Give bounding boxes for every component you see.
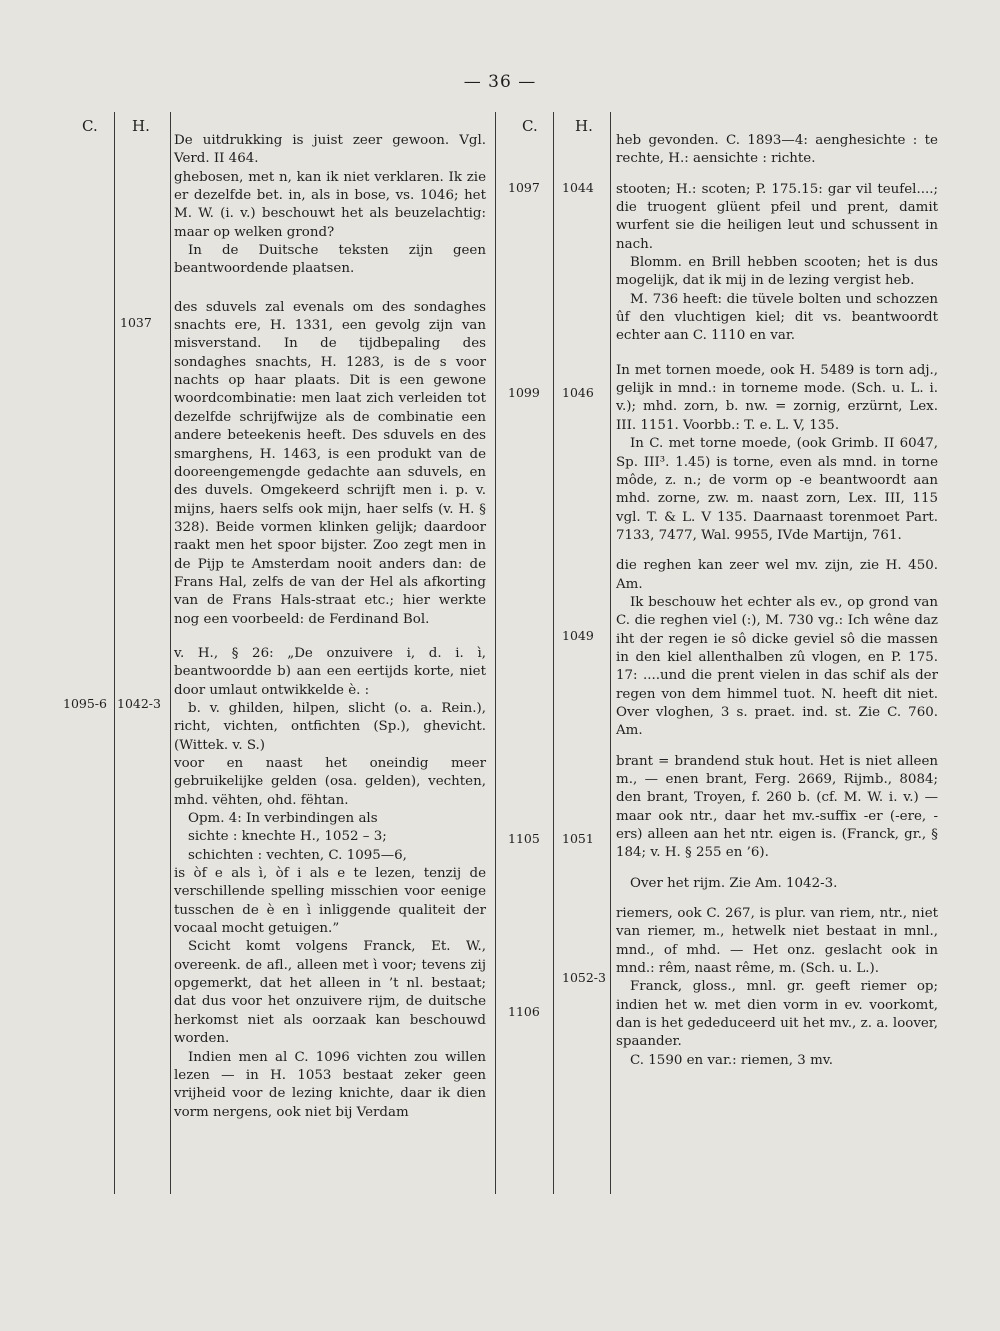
right-verse-h-1049: 1049	[562, 628, 594, 643]
right-c-rule	[553, 112, 554, 1194]
right-verse-c-1099: 1099	[508, 385, 540, 400]
right-para-1: heb gevonden. C. 1893—4: aenghesichte : te rechte, H.: aensichte : richte.	[616, 133, 938, 167]
right-h-rule	[610, 112, 611, 1194]
left-para-7: voor en naast het oneindig meer gebruikelijke gelden (osa. gelden), vechten, mhd. vëhten, ohd. fëhtan.	[174, 756, 486, 808]
left-para-9: sichte : knechte H., 1052 – 3;	[188, 829, 387, 845]
right-header-h: H.	[575, 117, 593, 135]
column-divider-rule	[495, 112, 496, 1194]
right-header-c: C.	[522, 117, 538, 135]
right-verse-h-1046: 1046	[562, 385, 594, 400]
right-para-11: riemers, ook C. 267, is plur. van riem, ntr., niet van riemer, m., hetwelk niet bestaat in mnl., mnd., of mhd. — Het onz. geslacht ook in mnd.: rêm, naast rême, m. (Sch. u. L.).	[616, 906, 938, 977]
right-para-13: C. 1590 en var.: riemen, 3 mv.	[630, 1052, 833, 1068]
left-para-8: Opm. 4: In verbindingen als	[188, 811, 378, 827]
right-commentary-column	[616, 132, 938, 1070]
right-verse-h-1052: 1052-3	[562, 970, 606, 985]
right-para-5: In met tornen moede, ook H. 5489 is torn adj., gelijk in mnd.: in torneme mode. (Sch. u. L. i. v.); mhd. zorn, b. nw. = zornig, erzürnt, Lex. III. 1151. Voorbb.: T. e. L. V, 135.	[616, 362, 938, 433]
left-header-c: C.	[82, 117, 98, 135]
right-para-4: M. 736 heeft: die tüvele bolten und schozzen ûf den vluchtigen kiel; dit vs. beantwoordt echter aan C. 1110 en var.	[616, 291, 938, 344]
left-para-6: b. v. ghilden, hilpen, slicht (o. a. Rein.), richt, vichten, ontfichten (Sp.), ghevicht. (Wittek. v. S.)	[174, 700, 486, 753]
left-para-10: schichten : vechten, C. 1095—6,	[188, 847, 407, 863]
left-para-3: In de Duitsche teksten zijn geen beantwoordende plaatsen.	[174, 243, 486, 277]
right-para-2: stooten; H.: scoten; P. 175.15: gar vil teufel....; die truogent glüent pfeil und prent, damit wurfent sie die heiligen leut und schussent in nach.	[616, 181, 938, 252]
page-number: — 36 —	[463, 72, 537, 92]
left-header-h: H.	[132, 117, 150, 135]
right-verse-h-1051: 1051	[562, 831, 594, 846]
left-c-rule	[114, 112, 115, 1194]
left-para-5: v. H., § 26: „De onzuivere i, d. i. ì, beantwoordde b) aan een eertijds korte, niet door umlaut ontwikkelde è. :	[174, 645, 486, 698]
right-para-7: die reghen kan zeer wel mv. zijn, zie H. 450. Am.	[616, 558, 938, 592]
left-verse-h-1037: 1037	[120, 315, 152, 330]
left-para-13: Indien men al C. 1096 vichten zou willen lezen — in H. 1053 bestaat zeker geen vrijheid voor de lezing knichte, daar ik dien vorm nergens, ook niet bij Verdam	[174, 1049, 486, 1120]
right-para-6: In C. met torne moede, (ook Grimb. II 6047, Sp. III³. 1.45) is torne, even als mnd. in torne môde, z. n.; de vorm op -e beantwoordt aan mhd. zorne, zw. m. naast zorn, Lex. III, 115 vgl. T. & L. V 135. Daarnaast torenmoet Part. 7133, 7477, Wal. 9955, IVde Martijn, 761.	[616, 436, 938, 543]
right-para-10: Over het rijm. Zie Am. 1042-3.	[630, 875, 838, 891]
left-para-4: des sduvels zal evenals om des sondaghes snachts ere, H. 1331, een gevolg zijn van misverstand. In de tijdbepaling des sondaghes snachts, H. 1283, is de s voor nachts op haar plaats. Dit is een gewone woordcombinatie: men laat zich verleiden tot dezelfde schrijfwijze als de combinatie een andere beteekenis heeft. Des sduvels en des smarghens, H. 1463, is een produkt van de dooreengemengde gedachte aan sduvels, en des duvels. Omgekeerd schrijft men i. p. v. mijns, haers selfs ook mijn, haer selfs (v. H. § 328). Beide vormen klinken gelijk; daardoor raakt men het spoor bijster. Zoo zegt men in de Pijp te Amsterdam nooit anders dan: de Frans Hal, zelfs de van der Hel als afkorting van de Frans Hals-straat etc.; hier werkte nog een voorbeeld: de Ferdinand Bol.	[174, 299, 486, 627]
left-para-2: ghebosen, met n, kan ik niet verklaren. Ik zie er dezelfde bet. in, als in bose, vs. 1046; het M. W. (i. v.) beschouwt het als beuzelachtig: maar op welken grond?	[174, 169, 486, 240]
right-para-9: brant = brandend stuk hout. Het is niet alleen m., — enen brant, Ferg. 2669, Rijmb., 8084; den brant, Troyen, f. 260 b. (cf. M. W. i. v.) — maar ook ntr., daar het mv.-suffix -er (-ere, -ers) alleen aan het ntr. eigen is. (Franck, gr., § 184; v. H. § 255 en ’6).	[616, 753, 938, 861]
left-h-rule	[170, 112, 171, 1194]
left-verse-h-1042: 1042-3	[117, 696, 161, 711]
left-para-1: De uitdrukking is juist zeer gewoon. Vgl. Verd. II 464.	[174, 133, 486, 167]
left-para-11: is òf e als ì, òf i als e te lezen, tenzij de verschillende spelling misschien voor eenige tusschen de è en ì inliggende qualiteit der vocaal mocht getuigen.”	[174, 866, 486, 937]
right-para-3: Blomm. en Brill hebben scooten; het is dus mogelijk, dat ik mij in de lezing vergist heb.	[616, 255, 938, 289]
right-verse-c-1105: 1105	[508, 831, 540, 846]
right-verse-h-1044: 1044	[562, 180, 594, 195]
left-verse-c-1095: 1095-6	[63, 696, 107, 711]
right-verse-c-1097: 1097	[508, 180, 540, 195]
right-verse-c-1106: 1106	[508, 1004, 540, 1019]
left-commentary-column	[174, 132, 486, 1122]
right-para-8: Ik beschouw het echter als ev., op grond van C. die reghen viel (:), M. 730 vg.: Ich wêne daz iht der regen ie sô dicke geviel sô die massen in den kiel allenthalben zû vlogen, en P. 175. 17: ....und die prent vielen in das schif als der regen von dem himmel tuot. N. heeft dit niet. Over vloghen, 3 s. praet. ind. st. Zie C. 760. Am.	[616, 594, 938, 739]
right-para-12: Franck, gloss., mnl. gr. geeft riemer op; indien het w. met dien vorm in ev. voorkomt, dan is het gededuceerd uit het mv., z. a. loover, spaander.	[616, 979, 938, 1050]
left-para-12: Scicht komt volgens Franck, Et. W., overeenk. de afl., alleen met ì voor; tevens zij opgemerkt, dat het alleen in ’t nl. bestaat; dat dus voor het onzuivere rijm, de duitsche herkomst niet als oorzaak kan beschouwd worden.	[174, 939, 486, 1047]
